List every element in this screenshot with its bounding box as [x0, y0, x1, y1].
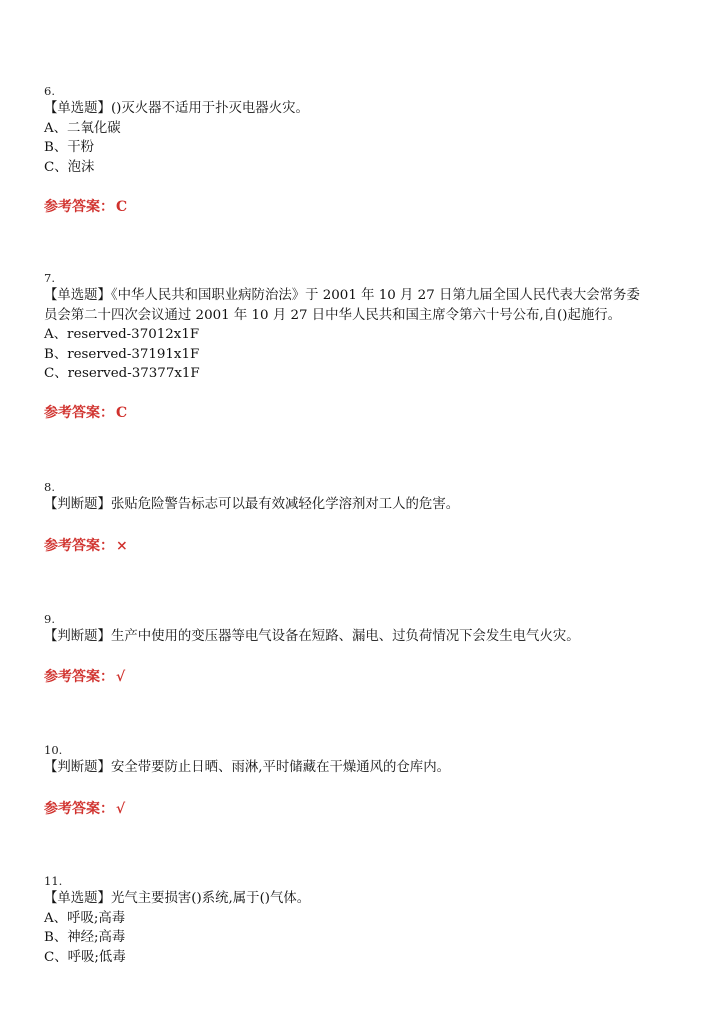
question-11: [44, 874, 684, 967]
answer-value: C: [116, 199, 128, 215]
answer-value: √: [116, 669, 126, 685]
answer-9: [44, 666, 125, 686]
question-stem: 【单选题】()灭火器不适用于扑灭电器火灾。: [44, 101, 309, 116]
question-number: 11.: [44, 874, 63, 888]
option-a: A、呼吸;高毒: [44, 910, 126, 926]
option-c: C、泡沫: [44, 159, 95, 175]
question-10: [44, 743, 684, 778]
answer-8: [44, 535, 128, 555]
answer-label: 参考答案：: [44, 405, 114, 421]
question-number: 8.: [44, 480, 55, 494]
answer-6: [44, 196, 127, 216]
option-b: B、reserved-37191x1F: [44, 346, 200, 362]
question-number: 10.: [44, 743, 63, 757]
option-c: C、reserved-37377x1F: [44, 366, 200, 381]
question-6: [44, 84, 684, 177]
question-8: [44, 480, 684, 515]
answer-value: √: [116, 801, 126, 817]
option-a: A、二氧化碳: [44, 120, 121, 136]
question-number: 9.: [44, 612, 55, 626]
question-number: 7.: [44, 271, 55, 285]
question-stem-line-2: 员会第二十四次会议通过 2001 年 10 月 27 日中华人民共和国主席令第六十号公布,自()起施行。: [44, 307, 622, 323]
answer-label: 参考答案：: [44, 538, 114, 554]
question-stem: 【单选题】光气主要损害()系统,属于()气体。: [44, 891, 311, 906]
question-9: [44, 612, 684, 647]
question-number: 6.: [44, 84, 55, 98]
option-a: A、reserved-37012x1F: [44, 327, 200, 342]
option-c: C、呼吸;低毒: [44, 949, 126, 965]
option-b: B、干粉: [44, 140, 95, 155]
answer-label: 参考答案：: [44, 199, 114, 215]
question-7: [44, 271, 684, 384]
answer-value: ×: [116, 538, 128, 554]
answer-10: [44, 798, 125, 818]
question-stem: 【判断题】张贴危险警告标志可以最有效减轻化学溶剂对工人的危害。: [44, 497, 460, 512]
question-stem: 【判断题】安全带要防止日晒、雨淋,平时储藏在干燥通风的仓库内。: [44, 760, 450, 775]
question-stem-line-1: 【单选题】《中华人民共和国职业病防治法》于 2001 年 10 月 27 日第九届全国人民代表大会常务委: [44, 288, 640, 303]
answer-7: [44, 402, 127, 422]
answer-label: 参考答案：: [44, 801, 114, 817]
answer-label: 参考答案：: [44, 669, 114, 685]
question-stem: 【判断题】生产中使用的变压器等电气设备在短路、漏电、过负荷情况下会发生电气火灾。: [44, 629, 580, 644]
option-b: B、神经;高毒: [44, 930, 126, 945]
answer-value: C: [116, 405, 128, 421]
